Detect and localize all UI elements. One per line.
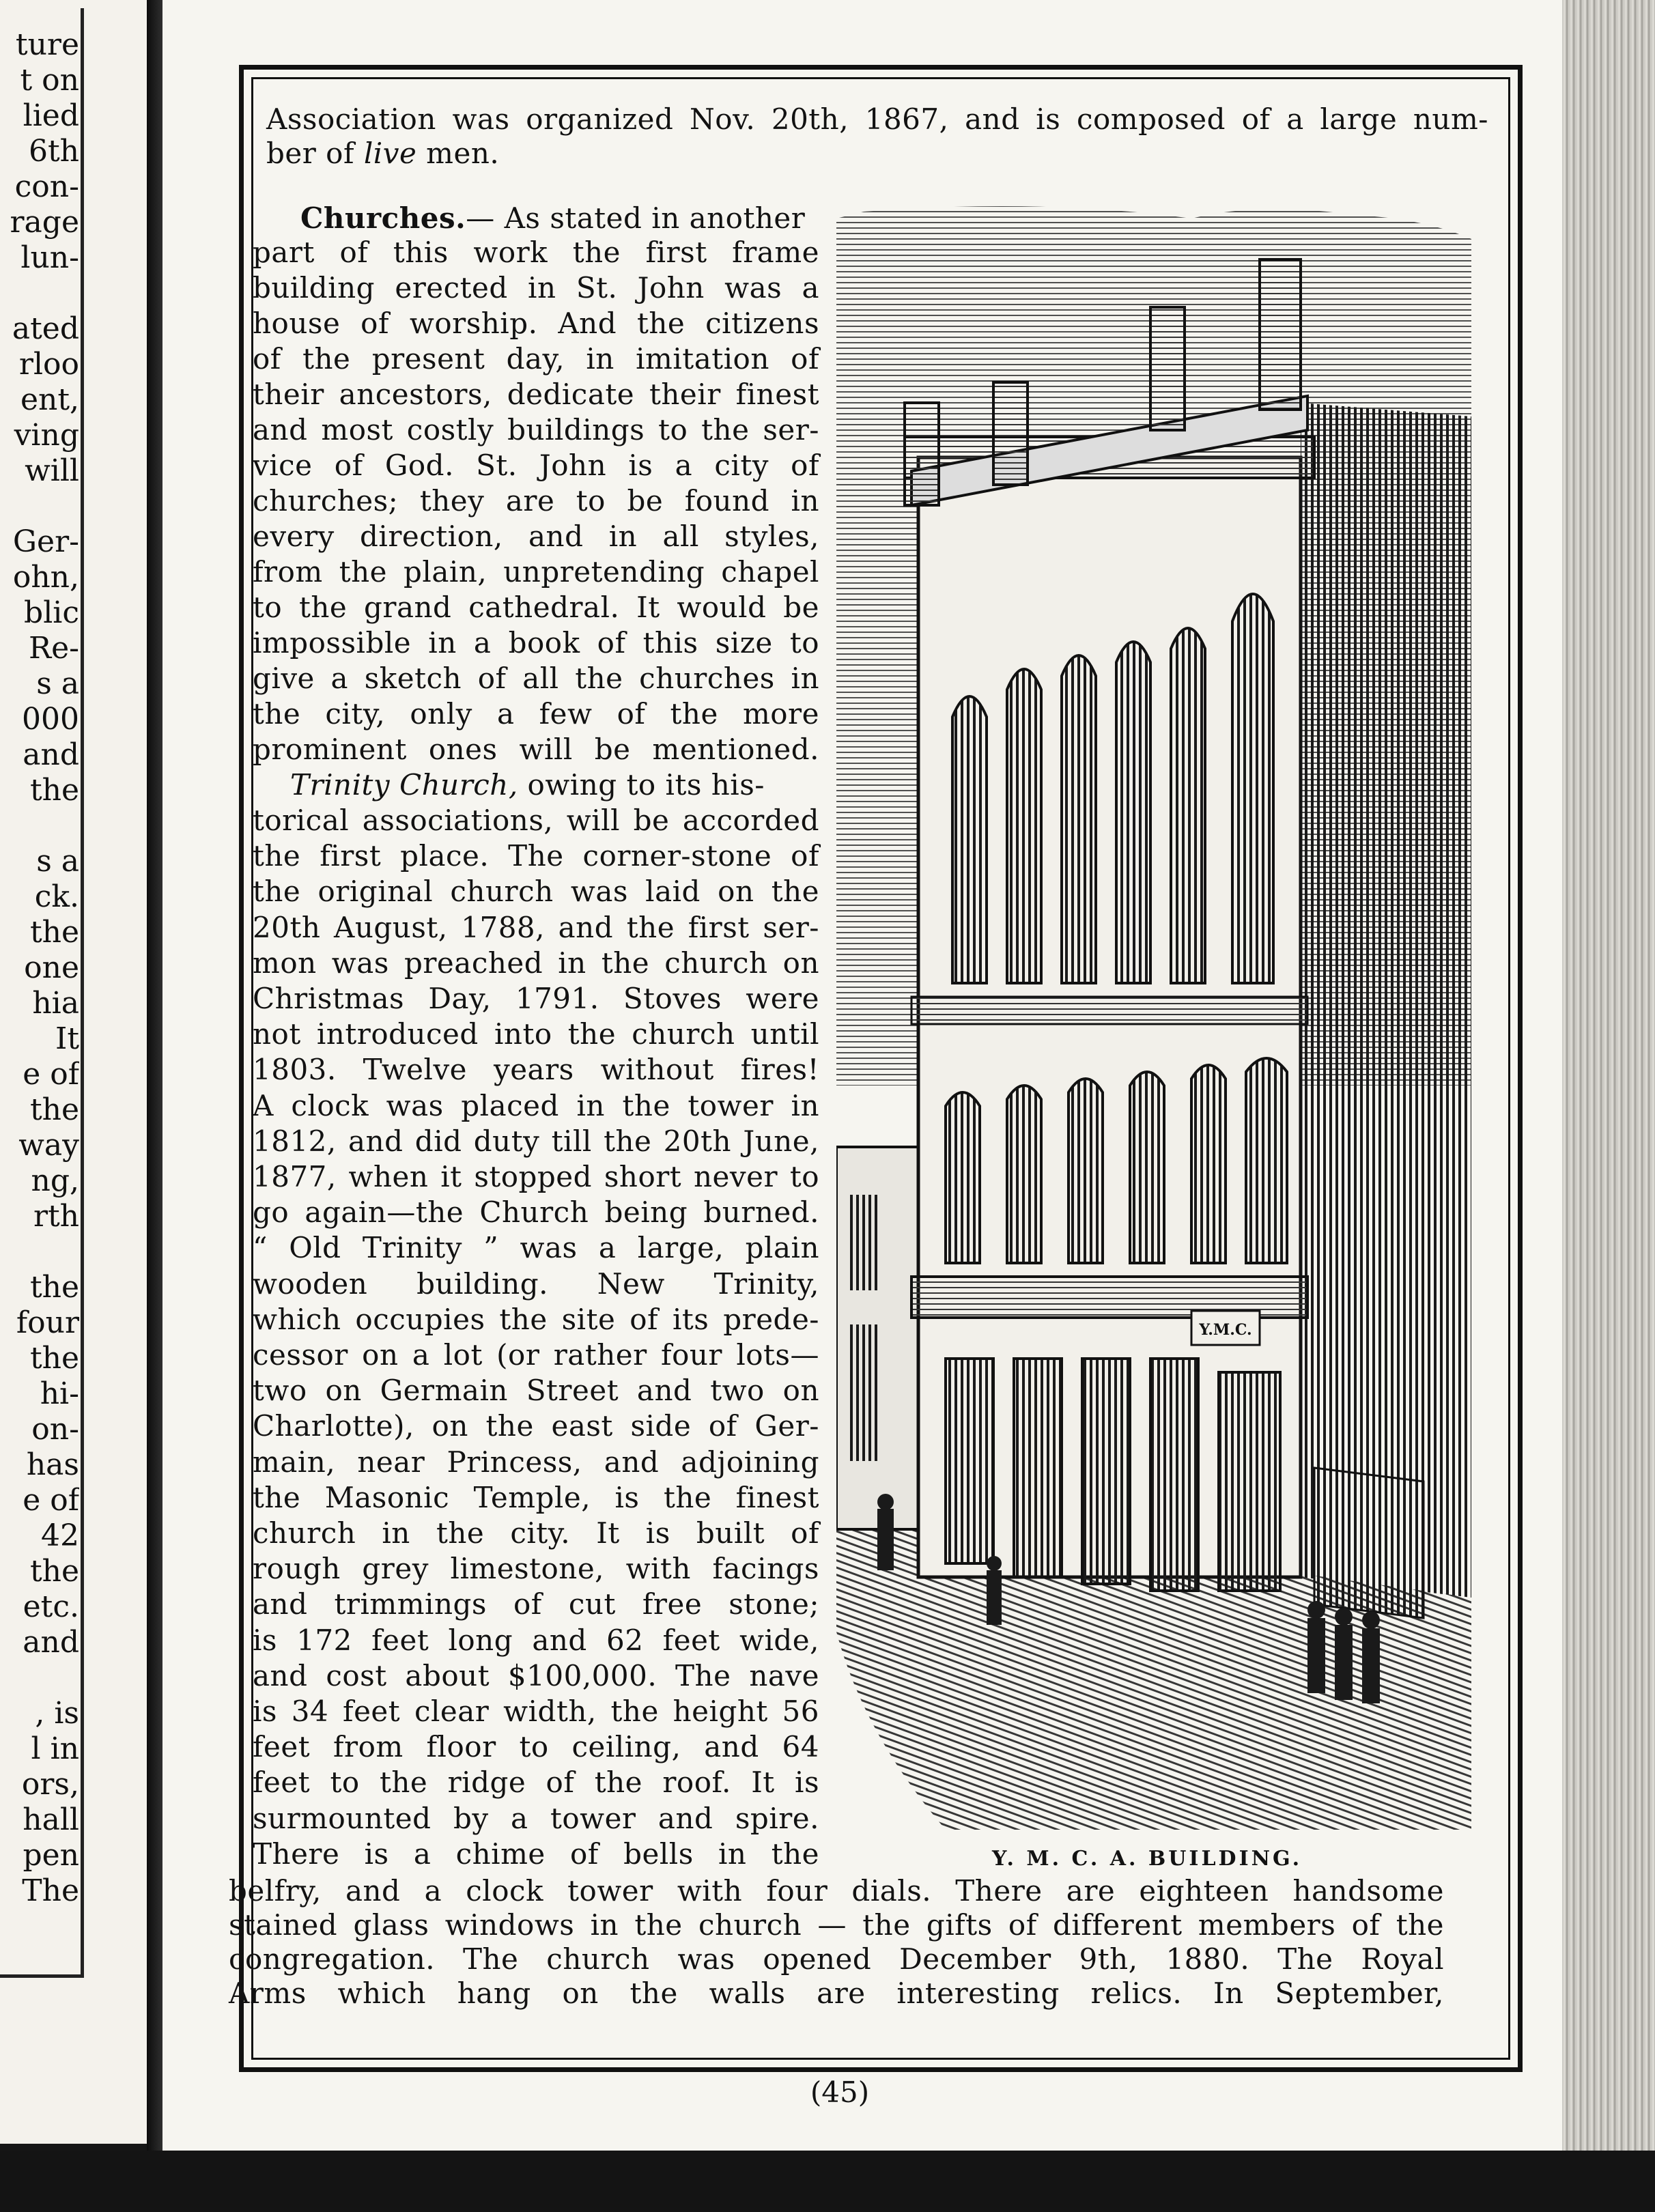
trinity-line: 1877, when it stopped short never to [253,1160,819,1193]
previous-page-fragment: The [22,1873,79,1908]
churches-line: from the plain, unpretending chapel [253,555,819,589]
ymca-building-engraving [836,198,1478,1830]
previous-page-fragment: , is [35,1696,79,1731]
previous-page-fragment: con- [14,169,79,204]
intro-line-2-prefix: ber of [266,137,364,170]
previous-page-fragment: rage [10,205,79,240]
trinity-line: mon was preached in the church on [253,946,819,980]
trinity-line: Christmas Day, 1791. Stoves were [253,982,819,1015]
trinity-line: 20th August, 1788, and the first ser- [253,910,819,944]
churches-line: house of worship. And the citizens [253,307,819,340]
churches-line: part of this work the first frame [253,236,819,269]
churches-line: and most costly buildings to the ser- [253,413,819,446]
previous-page-fragment: blic [24,595,79,630]
churches-heading: Churches. [300,201,466,235]
trinity-first-line-text: owing to its his- [518,768,765,802]
trinity-line: the first place. The corner-stone of [253,839,819,873]
previous-page-fragment: the [29,1092,79,1127]
previous-page-fragment: l in [31,1731,79,1766]
previous-page-fragment: ohn, [12,560,79,595]
previous-page-fragment: ors, [21,1767,79,1802]
previous-page-fragment: rth [33,1199,79,1234]
scan-background [0,2151,1655,2212]
previous-page-fragment: one [24,950,79,985]
previous-page-fragment: and [23,737,79,772]
previous-page-fragment: the [29,1554,79,1589]
previous-page-fragment: e of [23,1057,79,1092]
previous-page-fragment: the [29,1270,79,1305]
previous-page-fragment: s a [36,666,79,701]
closing-line: Arms which hang on the walls are interesting relics. In September, [229,1976,1444,2010]
trinity-line: go again—the Church being burned. [253,1195,819,1230]
churches-line: building erected in St. John was a [253,271,819,304]
previous-page-fragment: ving [14,418,79,453]
intro-line-2 [266,137,499,171]
churches-line: vice of God. St. John is a city of [253,449,819,482]
trinity-church-name: Trinity Church, [290,768,518,802]
intro-line-1: Association was organized Nov. 20th, 1867, and is composed of a large num- [266,102,1488,136]
previous-page-fragment: ng, [31,1163,79,1198]
trinity-line: the Masonic Temple, is the finest [253,1480,819,1514]
previous-page-fragment: t on [20,63,79,98]
closing-line: stained glass windows in the church — the gifts of different members of the [229,1908,1444,1942]
trinity-line: and trimmings of cut free stone; [253,1587,819,1621]
previous-page-fragment: on- [31,1412,79,1447]
trinity-line: There is a chime of bells in the [253,1837,819,1871]
churches-line: to the grand cathedral. It would be [253,591,819,624]
trinity-line: 1803. Twelve years without fires! [253,1053,819,1087]
page-number: (45) [810,2075,870,2109]
trinity-line: A clock was placed in the tower in [253,1088,819,1122]
trinity-line: the original church was laid on the [253,875,819,909]
previous-page-fragment: 000 [22,702,79,737]
previous-page-fragment: the [29,1341,79,1376]
trinity-paragraph-first-line [290,768,819,802]
page-stack-edge [1562,0,1655,2212]
trinity-line: wooden building. New Trinity, [253,1266,819,1301]
previous-page-fragment: way [18,1128,79,1163]
previous-page-fragment: 6th [28,134,79,169]
building-side-wall [1301,403,1471,1598]
previous-page-fragment: has [26,1447,79,1482]
trinity-line: torical associations, will be accorded [253,804,819,837]
previous-page-fragment: lied [23,98,79,133]
previous-page-fragment: pen [23,1838,79,1873]
intro-line-2-italic: live [363,137,417,170]
previous-page-fragment: lun- [20,240,79,275]
closing-line: congregation. The church was opened December 9th, 1880. The Royal [229,1942,1444,1976]
previous-page-fragment: It [55,1021,79,1056]
intro-line-2-suffix: men. [416,137,500,170]
illustration-caption: Y. M. C. A. BUILDING. [991,1847,1303,1871]
previous-page-fragment: ated [12,311,79,346]
previous-page-fragment: etc. [23,1589,79,1624]
ymca-sign-text: Y.M.C. [1199,1321,1252,1339]
churches-line: churches; they are to be found in [253,484,819,517]
trinity-line: is 34 feet clear width, the height 56 [253,1695,819,1728]
previous-page-fragment: 42 [41,1518,79,1553]
churches-paragraph-first-line [300,201,819,236]
trinity-line: 1812, and did duty till the 20th June, [253,1124,819,1158]
previous-page-fragment: and [23,1625,79,1660]
trinity-line: cessor on a lot (or rather four lots— [253,1338,819,1372]
trinity-line: main, near Princess, and adjoining [253,1445,819,1479]
previous-page-fragment: rloo [18,347,79,382]
previous-page-fragment: the [29,915,79,950]
trinity-line: is 172 feet long and 62 feet wide, [253,1623,819,1657]
previous-page-fragment: s a [36,844,79,879]
previous-page-fragment: the [29,773,79,808]
churches-line: prominent ones will be mentioned. [253,733,819,766]
churches-line: impossible in a book of this size to [253,626,819,660]
churches-first-line-text: — As stated in another [466,201,806,235]
trinity-line: rough grey limestone, with facings [253,1552,819,1586]
trinity-line: feet to the ridge of the roof. It is [253,1766,819,1800]
previous-page-fragment: ent, [20,382,79,417]
churches-line: every direction, and in all styles, [253,520,819,553]
trinity-line: feet from floor to ceiling, and 64 [253,1730,819,1764]
churches-line: their ancestors, dedicate their finest [253,378,819,411]
trinity-line: “ Old Trinity ” was a large, plain [253,1231,819,1265]
previous-page-fragment: hia [32,986,79,1021]
previous-page-fragment: ck. [34,879,79,914]
trinity-line: surmounted by a tower and spire. [253,1801,819,1835]
trinity-line: Charlotte), on the east side of Ger- [253,1409,819,1443]
previous-page-fragment: will [25,453,79,488]
previous-page-fragment: hall [23,1802,79,1837]
previous-page-edge [0,0,151,2144]
churches-line: give a sketch of all the churches in [253,662,819,695]
previous-page-fragment: hi- [40,1376,79,1411]
previous-page-fragment: four [16,1305,79,1340]
trinity-line: two on Germain Street and two on [253,1374,819,1408]
trinity-line: church in the city. It is built of [253,1516,819,1550]
previous-page-fragment: ture [15,27,79,62]
previous-page-fragment: Ger- [12,524,79,559]
previous-page-fragment: e of [23,1483,79,1518]
trinity-line: and cost about $100,000. The nave [253,1658,819,1692]
trinity-line: not introduced into the church until [253,1017,819,1051]
trinity-line: which occupies the site of its prede- [253,1302,819,1336]
churches-line: of the present day, in imitation of [253,342,819,375]
churches-line: the city, only a few of the more [253,697,819,731]
closing-line: belfry, and a clock tower with four dials. There are eighteen handsome [229,1874,1444,1908]
previous-page-fragment: Re- [28,631,79,666]
